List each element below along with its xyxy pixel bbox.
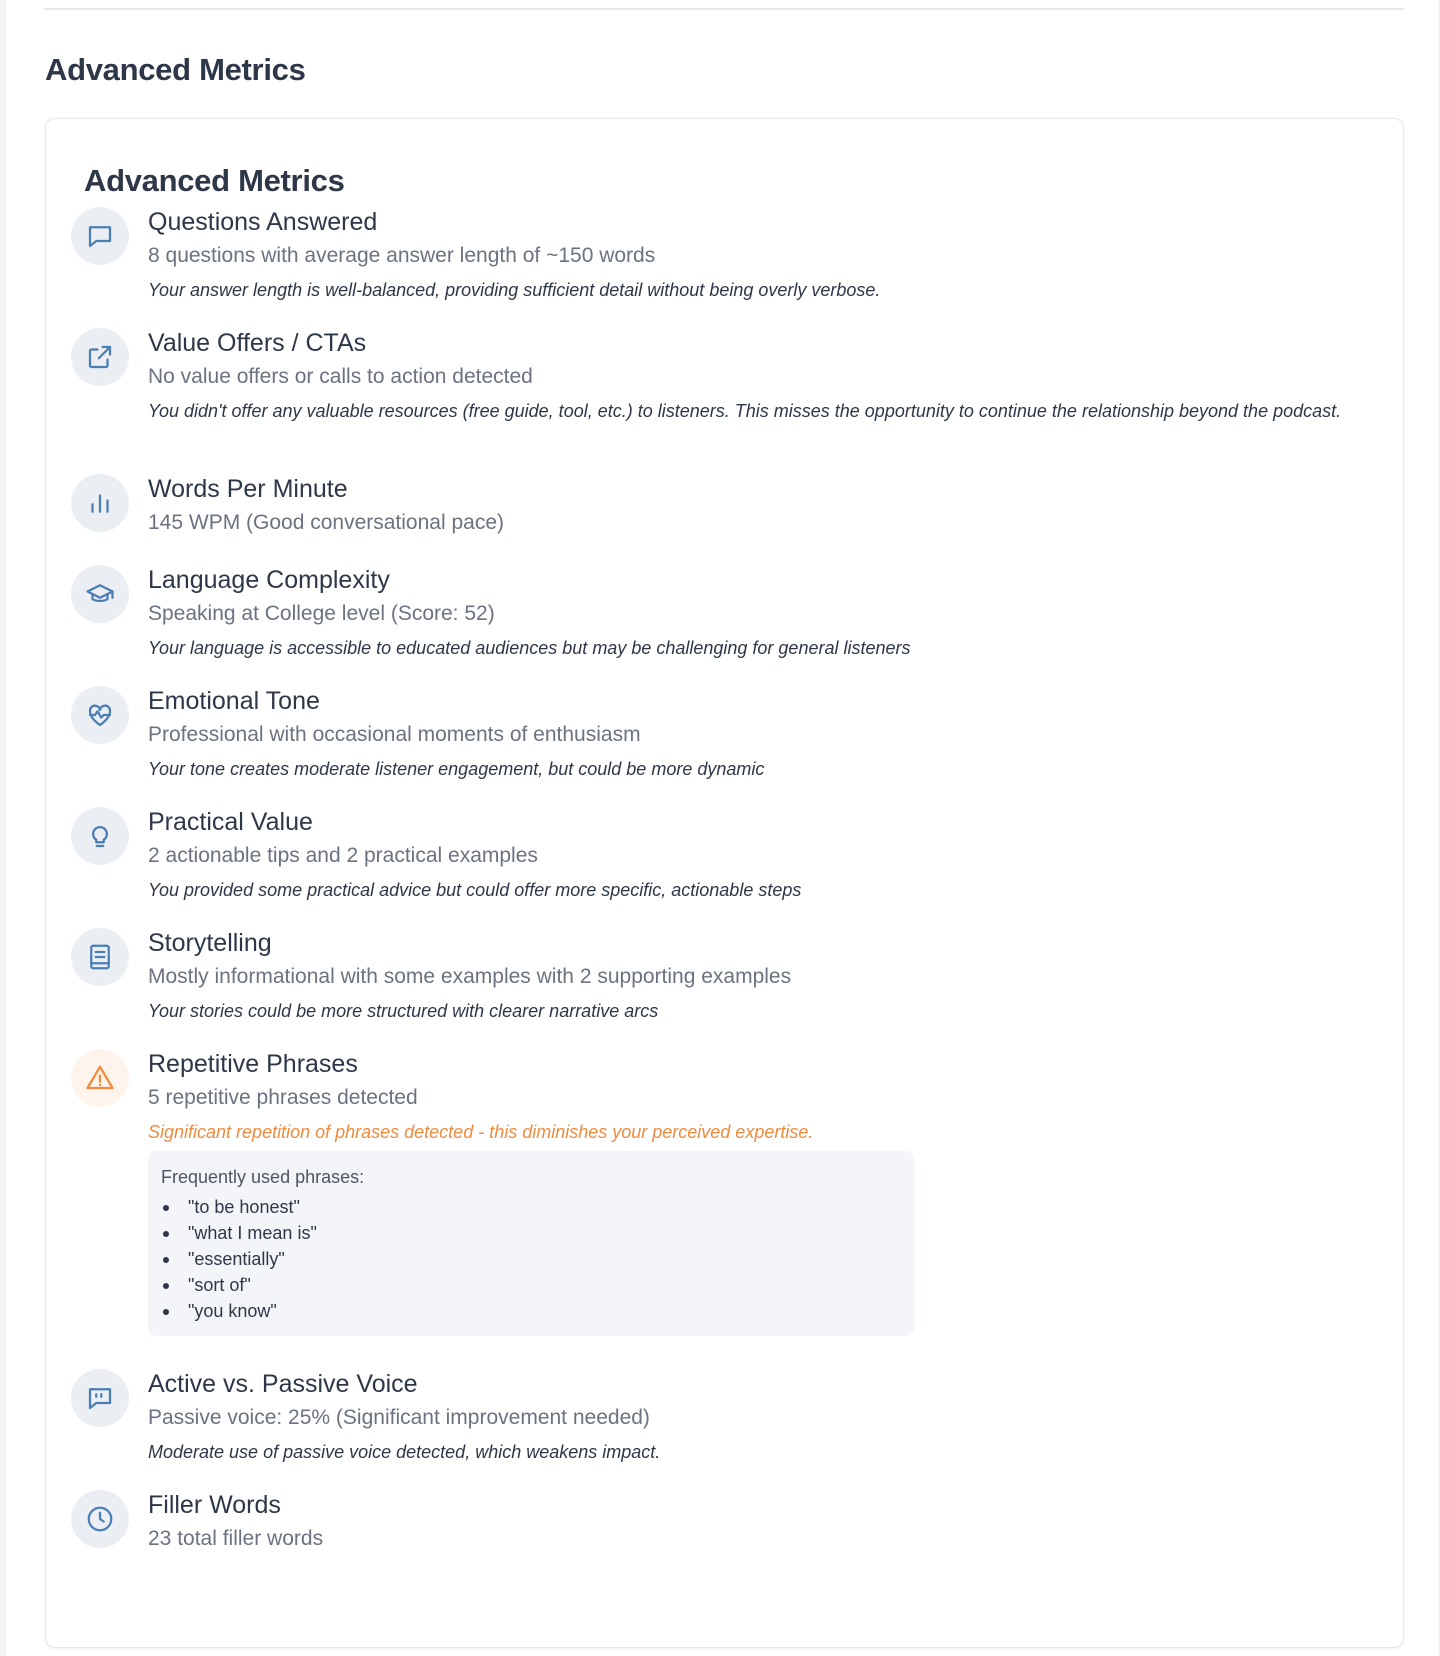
metric-title: Repetitive Phrases [148, 1050, 358, 1078]
metric-value: 5 repetitive phrases detected [148, 1086, 418, 1109]
metric-note: Moderate use of passive voice detected, which weakens impact. [148, 1442, 661, 1462]
metric-value: Mostly informational with some examples with 2 supporting examples [148, 965, 792, 988]
phrases-list [161, 1194, 901, 1324]
metric-title: Storytelling [148, 929, 272, 957]
metric-value: No value offers or calls to action detected [148, 365, 533, 388]
chat-bubble-icon [71, 207, 129, 265]
metric-title: Value Offers / CTAs [148, 329, 367, 357]
list-item: "to be honest" [161, 1194, 901, 1220]
metric-note: Your tone creates moderate listener engagement, but could be more dynamic [148, 759, 765, 779]
metric-value: 145 WPM (Good conversational pace) [148, 511, 505, 534]
phrases-box [148, 1151, 914, 1336]
clock-icon [71, 1490, 129, 1548]
phrases-title: Frequently used phrases: [161, 1167, 365, 1187]
list-item: "what I mean is" [161, 1220, 901, 1246]
metric-note: You didn't offer any valuable resources (free guide, tool, etc.) to listeners. This misses the opportunity to continue the relationship beyond the podcast. [148, 401, 1342, 421]
metric-title: Emotional Tone [148, 687, 320, 715]
section-title: Advanced Metrics [45, 52, 306, 87]
metric-value: Professional with occasional moments of enthusiasm [148, 723, 641, 746]
external-link-icon [71, 328, 129, 386]
metric-note: Your answer length is well-balanced, providing sufficient detail without being overly verbose. [148, 280, 881, 300]
metric-title: Filler Words [148, 1491, 281, 1519]
page [6, 0, 1438, 1656]
metric-note: Your language is accessible to educated audiences but may be challenging for general listeners [148, 638, 911, 658]
metric-value: Passive voice: 25% (Significant improvement needed) [148, 1406, 650, 1429]
warning-triangle-icon [71, 1049, 129, 1107]
metric-value: 2 actionable tips and 2 practical examples [148, 844, 538, 867]
metric-value: 8 questions with average answer length of ~150 words [148, 244, 656, 267]
metric-title: Active vs. Passive Voice [148, 1370, 418, 1398]
advanced-metrics-card [45, 118, 1404, 1648]
metric-value: Speaking at College level (Score: 52) [148, 602, 495, 625]
metric-value: 23 total filler words [148, 1527, 324, 1550]
book-icon [71, 928, 129, 986]
lightbulb-icon [71, 807, 129, 865]
bar-chart-icon [71, 474, 129, 532]
card-title: Advanced Metrics [84, 163, 345, 198]
metric-title: Questions Answered [148, 208, 378, 236]
heart-pulse-icon [71, 686, 129, 744]
metric-title: Language Complexity [148, 566, 390, 594]
metric-note: You provided some practical advice but could offer more specific, actionable steps [148, 880, 802, 900]
quote-bubble-icon [71, 1369, 129, 1427]
list-item: "sort of" [161, 1272, 901, 1298]
metric-warning-note: Significant repetition of phrases detected - this diminishes your perceived expertise. [148, 1122, 814, 1142]
graduation-cap-icon [71, 565, 129, 623]
list-item: "you know" [161, 1298, 901, 1324]
metric-title: Words Per Minute [148, 475, 348, 503]
list-item: "essentially" [161, 1246, 901, 1272]
metric-note: Your stories could be more structured with clearer narrative arcs [148, 1001, 659, 1021]
metric-title: Practical Value [148, 808, 313, 836]
top-divider [44, 8, 1404, 10]
